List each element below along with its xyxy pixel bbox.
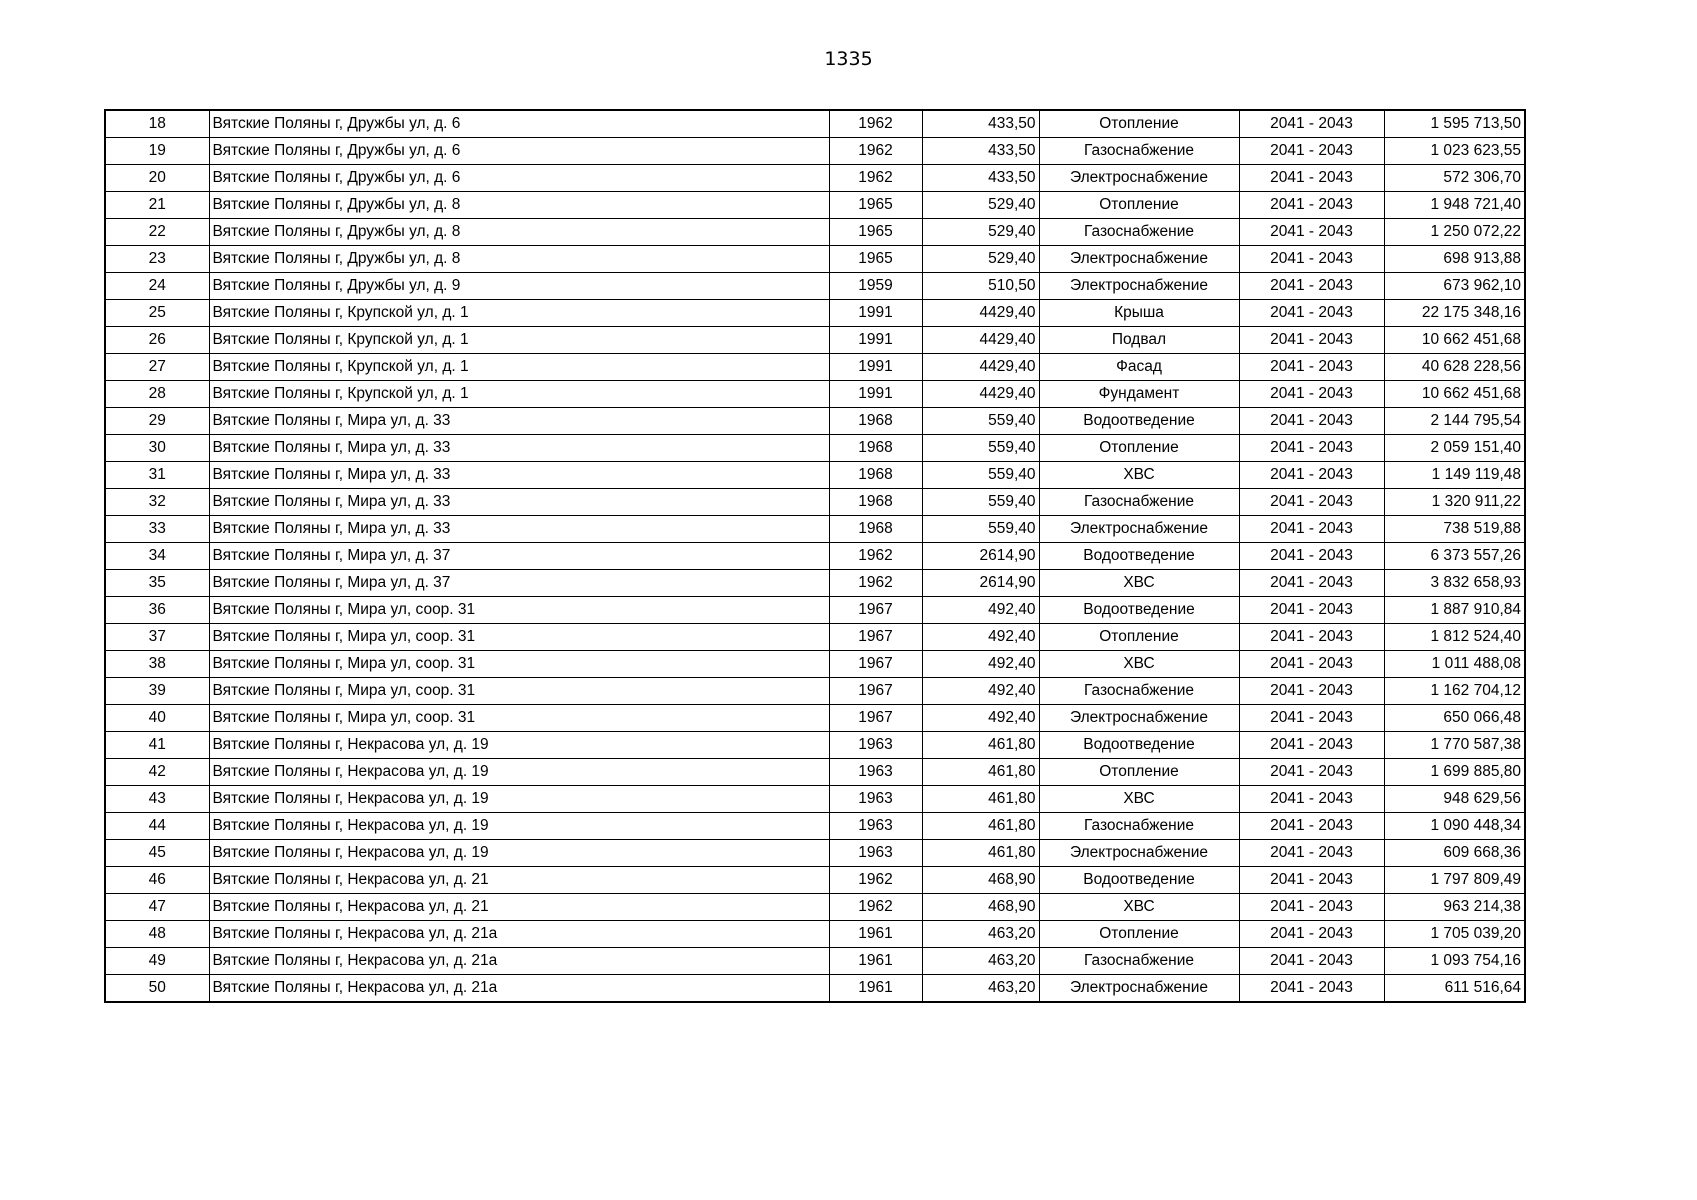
build-year-cell: 1967	[829, 651, 922, 678]
address-cell: Вятские Поляны г, Мира ул, д. 33	[209, 408, 829, 435]
area-cell: 2614,90	[922, 543, 1039, 570]
period-cell: 2041 - 2043	[1239, 732, 1384, 759]
cost-cell: 1 149 119,48	[1384, 462, 1525, 489]
period-cell: 2041 - 2043	[1239, 840, 1384, 867]
row-number-cell: 42	[105, 759, 209, 786]
address-cell: Вятские Поляны г, Крупской ул, д. 1	[209, 381, 829, 408]
cost-cell: 572 306,70	[1384, 165, 1525, 192]
row-number-cell: 34	[105, 543, 209, 570]
row-number-cell: 44	[105, 813, 209, 840]
cost-cell: 650 066,48	[1384, 705, 1525, 732]
period-cell: 2041 - 2043	[1239, 327, 1384, 354]
cost-cell: 1 887 910,84	[1384, 597, 1525, 624]
work-type-cell: Электроснабжение	[1039, 246, 1239, 273]
table-body	[105, 110, 1525, 1002]
period-cell: 2041 - 2043	[1239, 570, 1384, 597]
row-number-cell: 45	[105, 840, 209, 867]
build-year-cell: 1963	[829, 759, 922, 786]
row-number-cell: 26	[105, 327, 209, 354]
work-type-cell: Водоотведение	[1039, 732, 1239, 759]
work-type-cell: Водоотведение	[1039, 597, 1239, 624]
address-cell: Вятские Поляны г, Мира ул, соор. 31	[209, 678, 829, 705]
row-number-cell: 30	[105, 435, 209, 462]
cost-cell: 698 913,88	[1384, 246, 1525, 273]
row-number-cell: 36	[105, 597, 209, 624]
area-cell: 461,80	[922, 813, 1039, 840]
area-cell: 529,40	[922, 192, 1039, 219]
build-year-cell: 1967	[829, 678, 922, 705]
period-cell: 2041 - 2043	[1239, 975, 1384, 1003]
build-year-cell: 1991	[829, 327, 922, 354]
table-row	[105, 975, 1525, 1003]
build-year-cell: 1967	[829, 624, 922, 651]
address-cell: Вятские Поляны г, Некрасова ул, д. 19	[209, 759, 829, 786]
address-cell: Вятские Поляны г, Мира ул, соор. 31	[209, 624, 829, 651]
row-number-cell: 47	[105, 894, 209, 921]
cost-cell: 1 320 911,22	[1384, 489, 1525, 516]
area-cell: 433,50	[922, 138, 1039, 165]
area-cell: 4429,40	[922, 381, 1039, 408]
work-type-cell: Газоснабжение	[1039, 138, 1239, 165]
area-cell: 2614,90	[922, 570, 1039, 597]
address-cell: Вятские Поляны г, Некрасова ул, д. 21	[209, 894, 829, 921]
row-number-cell: 28	[105, 381, 209, 408]
build-year-cell: 1967	[829, 705, 922, 732]
table-row	[105, 570, 1525, 597]
area-cell: 559,40	[922, 408, 1039, 435]
work-type-cell: Отопление	[1039, 759, 1239, 786]
build-year-cell: 1968	[829, 516, 922, 543]
table-row	[105, 948, 1525, 975]
period-cell: 2041 - 2043	[1239, 462, 1384, 489]
address-cell: Вятские Поляны г, Дружбы ул, д. 8	[209, 219, 829, 246]
cost-cell: 2 059 151,40	[1384, 435, 1525, 462]
cost-cell: 963 214,38	[1384, 894, 1525, 921]
period-cell: 2041 - 2043	[1239, 219, 1384, 246]
period-cell: 2041 - 2043	[1239, 759, 1384, 786]
period-cell: 2041 - 2043	[1239, 246, 1384, 273]
period-cell: 2041 - 2043	[1239, 948, 1384, 975]
area-cell: 461,80	[922, 732, 1039, 759]
cost-cell: 1 093 754,16	[1384, 948, 1525, 975]
table-row	[105, 651, 1525, 678]
table-row	[105, 300, 1525, 327]
cost-cell: 611 516,64	[1384, 975, 1525, 1003]
cost-cell: 609 668,36	[1384, 840, 1525, 867]
work-type-cell: Электроснабжение	[1039, 705, 1239, 732]
row-number-cell: 38	[105, 651, 209, 678]
period-cell: 2041 - 2043	[1239, 786, 1384, 813]
address-cell: Вятские Поляны г, Некрасова ул, д. 21а	[209, 948, 829, 975]
address-cell: Вятские Поляны г, Некрасова ул, д. 19	[209, 840, 829, 867]
work-type-cell: Водоотведение	[1039, 867, 1239, 894]
table-row	[105, 516, 1525, 543]
area-cell: 492,40	[922, 597, 1039, 624]
period-cell: 2041 - 2043	[1239, 489, 1384, 516]
work-type-cell: ХВС	[1039, 462, 1239, 489]
work-type-cell: Газоснабжение	[1039, 219, 1239, 246]
build-year-cell: 1962	[829, 867, 922, 894]
build-year-cell: 1962	[829, 570, 922, 597]
build-year-cell: 1991	[829, 354, 922, 381]
period-cell: 2041 - 2043	[1239, 813, 1384, 840]
cost-cell: 6 373 557,26	[1384, 543, 1525, 570]
address-cell: Вятские Поляны г, Дружбы ул, д. 6	[209, 110, 829, 138]
work-type-cell: ХВС	[1039, 651, 1239, 678]
work-type-cell: Крыша	[1039, 300, 1239, 327]
cost-cell: 1 011 488,08	[1384, 651, 1525, 678]
row-number-cell: 20	[105, 165, 209, 192]
repair-schedule-table	[104, 109, 1526, 1003]
area-cell: 529,40	[922, 219, 1039, 246]
period-cell: 2041 - 2043	[1239, 894, 1384, 921]
work-type-cell: Электроснабжение	[1039, 516, 1239, 543]
table-row	[105, 921, 1525, 948]
row-number-cell: 27	[105, 354, 209, 381]
address-cell: Вятские Поляны г, Мира ул, соор. 31	[209, 705, 829, 732]
build-year-cell: 1968	[829, 462, 922, 489]
cost-cell: 22 175 348,16	[1384, 300, 1525, 327]
table-row	[105, 462, 1525, 489]
period-cell: 2041 - 2043	[1239, 110, 1384, 138]
area-cell: 559,40	[922, 489, 1039, 516]
period-cell: 2041 - 2043	[1239, 300, 1384, 327]
row-number-cell: 39	[105, 678, 209, 705]
area-cell: 559,40	[922, 435, 1039, 462]
area-cell: 463,20	[922, 975, 1039, 1003]
row-number-cell: 31	[105, 462, 209, 489]
area-cell: 463,20	[922, 948, 1039, 975]
period-cell: 2041 - 2043	[1239, 921, 1384, 948]
row-number-cell: 22	[105, 219, 209, 246]
work-type-cell: Газоснабжение	[1039, 678, 1239, 705]
table-row	[105, 543, 1525, 570]
period-cell: 2041 - 2043	[1239, 165, 1384, 192]
build-year-cell: 1962	[829, 110, 922, 138]
build-year-cell: 1962	[829, 138, 922, 165]
area-cell: 433,50	[922, 165, 1039, 192]
work-type-cell: Отопление	[1039, 192, 1239, 219]
work-type-cell: Водоотведение	[1039, 408, 1239, 435]
row-number-cell: 37	[105, 624, 209, 651]
work-type-cell: Газоснабжение	[1039, 813, 1239, 840]
period-cell: 2041 - 2043	[1239, 705, 1384, 732]
period-cell: 2041 - 2043	[1239, 543, 1384, 570]
address-cell: Вятские Поляны г, Дружбы ул, д. 8	[209, 192, 829, 219]
build-year-cell: 1965	[829, 246, 922, 273]
work-type-cell: Электроснабжение	[1039, 273, 1239, 300]
address-cell: Вятские Поляны г, Мира ул, соор. 31	[209, 651, 829, 678]
table-row	[105, 165, 1525, 192]
period-cell: 2041 - 2043	[1239, 138, 1384, 165]
address-cell: Вятские Поляны г, Некрасова ул, д. 21а	[209, 921, 829, 948]
build-year-cell: 1963	[829, 840, 922, 867]
period-cell: 2041 - 2043	[1239, 273, 1384, 300]
row-number-cell: 18	[105, 110, 209, 138]
cost-cell: 1 770 587,38	[1384, 732, 1525, 759]
area-cell: 461,80	[922, 786, 1039, 813]
row-number-cell: 41	[105, 732, 209, 759]
cost-cell: 3 832 658,93	[1384, 570, 1525, 597]
build-year-cell: 1961	[829, 921, 922, 948]
row-number-cell: 43	[105, 786, 209, 813]
row-number-cell: 25	[105, 300, 209, 327]
work-type-cell: Отопление	[1039, 921, 1239, 948]
cost-cell: 1 595 713,50	[1384, 110, 1525, 138]
table-row	[105, 678, 1525, 705]
period-cell: 2041 - 2043	[1239, 192, 1384, 219]
cost-cell: 10 662 451,68	[1384, 381, 1525, 408]
build-year-cell: 1991	[829, 300, 922, 327]
row-number-cell: 29	[105, 408, 209, 435]
table-row	[105, 110, 1525, 138]
area-cell: 463,20	[922, 921, 1039, 948]
work-type-cell: Фасад	[1039, 354, 1239, 381]
row-number-cell: 50	[105, 975, 209, 1003]
area-cell: 461,80	[922, 840, 1039, 867]
table-row	[105, 813, 1525, 840]
table-row	[105, 354, 1525, 381]
cost-cell: 10 662 451,68	[1384, 327, 1525, 354]
address-cell: Вятские Поляны г, Мира ул, д. 33	[209, 462, 829, 489]
table-row	[105, 408, 1525, 435]
work-type-cell: ХВС	[1039, 894, 1239, 921]
area-cell: 468,90	[922, 894, 1039, 921]
build-year-cell: 1963	[829, 732, 922, 759]
cost-cell: 1 162 704,12	[1384, 678, 1525, 705]
period-cell: 2041 - 2043	[1239, 381, 1384, 408]
table-row	[105, 246, 1525, 273]
address-cell: Вятские Поляны г, Некрасова ул, д. 19	[209, 813, 829, 840]
row-number-cell: 40	[105, 705, 209, 732]
row-number-cell: 32	[105, 489, 209, 516]
address-cell: Вятские Поляны г, Некрасова ул, д. 19	[209, 732, 829, 759]
period-cell: 2041 - 2043	[1239, 624, 1384, 651]
cost-cell: 40 628 228,56	[1384, 354, 1525, 381]
address-cell: Вятские Поляны г, Мира ул, д. 37	[209, 543, 829, 570]
period-cell: 2041 - 2043	[1239, 597, 1384, 624]
row-number-cell: 21	[105, 192, 209, 219]
build-year-cell: 1991	[829, 381, 922, 408]
cost-cell: 1 699 885,80	[1384, 759, 1525, 786]
cost-cell: 2 144 795,54	[1384, 408, 1525, 435]
area-cell: 492,40	[922, 705, 1039, 732]
address-cell: Вятские Поляны г, Мира ул, д. 33	[209, 435, 829, 462]
work-type-cell: Подвал	[1039, 327, 1239, 354]
build-year-cell: 1962	[829, 894, 922, 921]
build-year-cell: 1965	[829, 192, 922, 219]
work-type-cell: Электроснабжение	[1039, 165, 1239, 192]
table-row	[105, 327, 1525, 354]
cost-cell: 673 962,10	[1384, 273, 1525, 300]
row-number-cell: 35	[105, 570, 209, 597]
row-number-cell: 23	[105, 246, 209, 273]
address-cell: Вятские Поляны г, Мира ул, д. 33	[209, 516, 829, 543]
period-cell: 2041 - 2043	[1239, 651, 1384, 678]
row-number-cell: 46	[105, 867, 209, 894]
area-cell: 461,80	[922, 759, 1039, 786]
build-year-cell: 1968	[829, 408, 922, 435]
area-cell: 4429,40	[922, 300, 1039, 327]
work-type-cell: Газоснабжение	[1039, 948, 1239, 975]
table-row	[105, 894, 1525, 921]
table-row	[105, 705, 1525, 732]
cost-cell: 1 812 524,40	[1384, 624, 1525, 651]
table-row	[105, 840, 1525, 867]
cost-cell: 1 797 809,49	[1384, 867, 1525, 894]
area-cell: 433,50	[922, 110, 1039, 138]
table-row	[105, 489, 1525, 516]
period-cell: 2041 - 2043	[1239, 354, 1384, 381]
cost-cell: 1 250 072,22	[1384, 219, 1525, 246]
address-cell: Вятские Поляны г, Мира ул, д. 33	[209, 489, 829, 516]
row-number-cell: 19	[105, 138, 209, 165]
table-row	[105, 192, 1525, 219]
table-row	[105, 219, 1525, 246]
table-row	[105, 597, 1525, 624]
work-type-cell: Электроснабжение	[1039, 840, 1239, 867]
work-type-cell: Электроснабжение	[1039, 975, 1239, 1003]
address-cell: Вятские Поляны г, Некрасова ул, д. 21	[209, 867, 829, 894]
cost-cell: 948 629,56	[1384, 786, 1525, 813]
area-cell: 492,40	[922, 651, 1039, 678]
build-year-cell: 1968	[829, 489, 922, 516]
cost-cell: 1 948 721,40	[1384, 192, 1525, 219]
area-cell: 559,40	[922, 462, 1039, 489]
page-number: 1335	[824, 48, 873, 70]
table-row	[105, 381, 1525, 408]
period-cell: 2041 - 2043	[1239, 516, 1384, 543]
address-cell: Вятские Поляны г, Крупской ул, д. 1	[209, 327, 829, 354]
table-row	[105, 435, 1525, 462]
area-cell: 4429,40	[922, 327, 1039, 354]
row-number-cell: 48	[105, 921, 209, 948]
cost-cell: 738 519,88	[1384, 516, 1525, 543]
area-cell: 4429,40	[922, 354, 1039, 381]
work-type-cell: Газоснабжение	[1039, 489, 1239, 516]
address-cell: Вятские Поляны г, Некрасова ул, д. 21а	[209, 975, 829, 1003]
build-year-cell: 1963	[829, 813, 922, 840]
area-cell: 510,50	[922, 273, 1039, 300]
area-cell: 468,90	[922, 867, 1039, 894]
address-cell: Вятские Поляны г, Мира ул, д. 37	[209, 570, 829, 597]
build-year-cell: 1961	[829, 975, 922, 1003]
table-row	[105, 732, 1525, 759]
cost-cell: 1 705 039,20	[1384, 921, 1525, 948]
address-cell: Вятские Поляны г, Дружбы ул, д. 6	[209, 165, 829, 192]
work-type-cell: Водоотведение	[1039, 543, 1239, 570]
area-cell: 492,40	[922, 624, 1039, 651]
work-type-cell: Отопление	[1039, 435, 1239, 462]
area-cell: 529,40	[922, 246, 1039, 273]
area-cell: 492,40	[922, 678, 1039, 705]
address-cell: Вятские Поляны г, Крупской ул, д. 1	[209, 300, 829, 327]
period-cell: 2041 - 2043	[1239, 678, 1384, 705]
address-cell: Вятские Поляны г, Мира ул, соор. 31	[209, 597, 829, 624]
build-year-cell: 1963	[829, 786, 922, 813]
period-cell: 2041 - 2043	[1239, 867, 1384, 894]
table-row	[105, 759, 1525, 786]
build-year-cell: 1968	[829, 435, 922, 462]
address-cell: Вятские Поляны г, Крупской ул, д. 1	[209, 354, 829, 381]
build-year-cell: 1961	[829, 948, 922, 975]
table-row	[105, 624, 1525, 651]
area-cell: 559,40	[922, 516, 1039, 543]
table-row	[105, 273, 1525, 300]
build-year-cell: 1962	[829, 165, 922, 192]
build-year-cell: 1967	[829, 597, 922, 624]
work-type-cell: ХВС	[1039, 570, 1239, 597]
row-number-cell: 24	[105, 273, 209, 300]
build-year-cell: 1959	[829, 273, 922, 300]
build-year-cell: 1962	[829, 543, 922, 570]
row-number-cell: 49	[105, 948, 209, 975]
cost-cell: 1 023 623,55	[1384, 138, 1525, 165]
table-row	[105, 867, 1525, 894]
build-year-cell: 1965	[829, 219, 922, 246]
work-type-cell: Фундамент	[1039, 381, 1239, 408]
cost-cell: 1 090 448,34	[1384, 813, 1525, 840]
work-type-cell: Отопление	[1039, 110, 1239, 138]
address-cell: Вятские Поляны г, Некрасова ул, д. 19	[209, 786, 829, 813]
table-row	[105, 138, 1525, 165]
work-type-cell: ХВС	[1039, 786, 1239, 813]
period-cell: 2041 - 2043	[1239, 408, 1384, 435]
row-number-cell: 33	[105, 516, 209, 543]
address-cell: Вятские Поляны г, Дружбы ул, д. 8	[209, 246, 829, 273]
table-row	[105, 786, 1525, 813]
address-cell: Вятские Поляны г, Дружбы ул, д. 9	[209, 273, 829, 300]
address-cell: Вятские Поляны г, Дружбы ул, д. 6	[209, 138, 829, 165]
period-cell: 2041 - 2043	[1239, 435, 1384, 462]
work-type-cell: Отопление	[1039, 624, 1239, 651]
